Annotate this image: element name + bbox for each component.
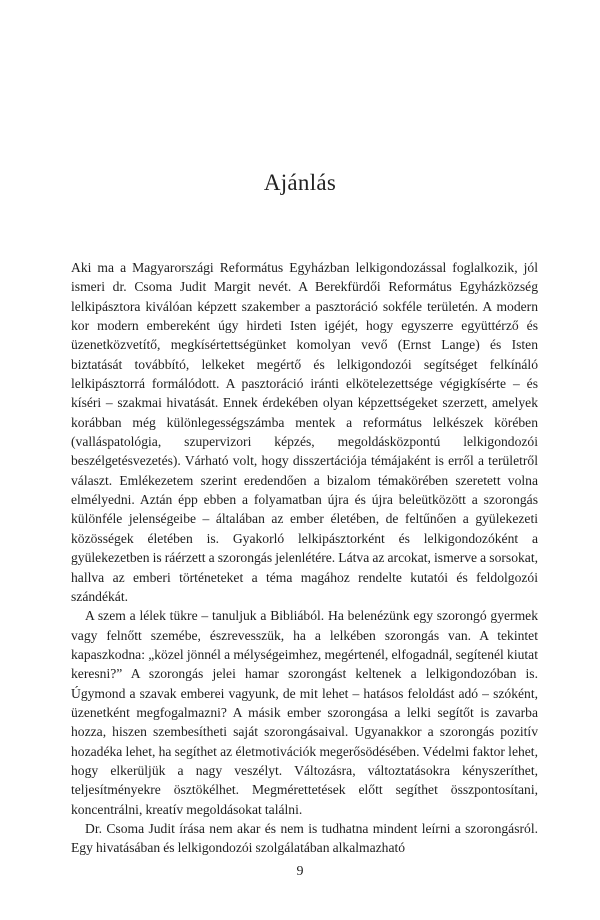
page-number: 9: [296, 864, 304, 879]
page-title: Ajánlás: [263, 170, 337, 195]
paragraph-1: Aki ma a Magyarországi Református Egyházban lelkigondozással foglalkozik, jól ismeri dr. Csoma Judit Margit nevét. A Berekfürdői Református Egyházközség lelkipásztora kiválóan képzett szakember a pasztoráció sokféle területén. A modern kor modern embereként úgy hirdeti Isten igéjét, hogy egyszerre együttérző és üzenetközvetítő, megkísértettségünket komolyan vevő (Ernst Lange) és Isten biztatását továbbító, lelkeket megértő és lelkigondozói segítséget felkínáló lelkipásztorrá formálódott. A pasztoráció iránti elkötelezettsége végigkísérte – és kíséri – szakmai hivatását. Ennek érdekében olyan képzettségeket szerzett, amelyek korábban még különlegességszámba mentek a református lelkészek körében (valláspatológia, szupervizori képzés, megoldásközpontú lelkigondozói beszélgetésvezetés). Várható volt, hogy disszertációja témájaként is erről a területről választ. Emlékezetem szerint eredendően a bizalom témakörében szeretett volna elmélyedni. Aztán épp ebben a folyamatban újra és újra beleütközött a szorongás különféle jelenségeibe – általában az ember életében, de feltűnően a gyülekezeti közösségek életében is. Gyakorló lelkipásztorként és lelkigondozóként a gyülekezetben is ráérzett a szorongás jelenlétére. Látva az arcokat, ismerve a sorsokat, hallva az emberi történeteket a téma magához rendelte kutatói és feldolgozói szándékát.: [71, 260, 538, 604]
paragraph-2: A szem a lélek tükre – tanuljuk a Bibliából. Ha belenézünk egy szorongó gyermek vagy felnőtt szemébe, észrevesszük, ha a lelkében szorongás van. A tekintet kapaszkodna: „közel jönnél a mélységeimhez, megértenél, elfogadnál, segítenél kiutat keresni?” A szorongás jelei hamar szorongást keltenek a lelkigondozóban is. Úgymond a szavak emberei vagyunk, de mit lehet – hatásos feloldást adó – szóként, üzenetként megfogalmazni? A másik ember szorongása a lelki segítőt is zavarba hozza, hiszen szembesítheti saját szorongásaival. Ugyanakkor a szorongás pozitív hozadéka lehet, ha segíthet az életmotivációk megerősödésében. Védelmi faktor lehet, hogy elkerüljük a nagy veszélyt. Változásra, változtatásokra kényszeríthet, teljesítményekre ösztökélhet. Megmérettetések előtt segíthet összpontosítani, koncentrálni, kreatív megoldásokat találni.: [71, 608, 538, 817]
paragraph-3: Dr. Csoma Judit írása nem akar és nem is tudhatna mindent leírni a szorongásról. Egy hivatásában és lelkigondozói szolgálatában alkalmazható: [71, 820, 538, 856]
body-text: [71, 258, 538, 858]
